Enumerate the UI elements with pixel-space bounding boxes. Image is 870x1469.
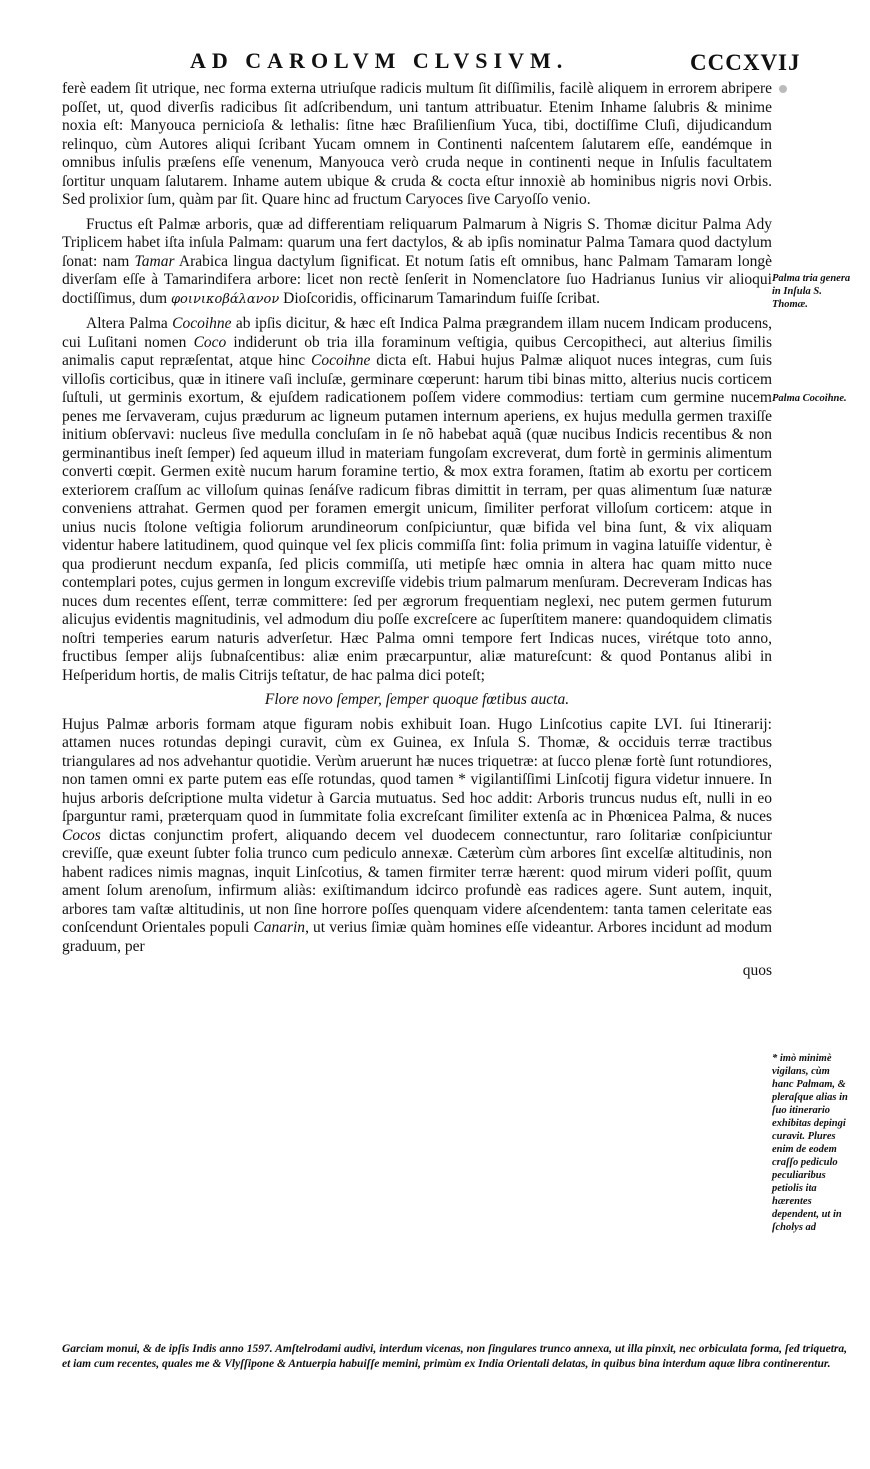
- footnote: Garciam monui, & de ipſis Indis anno 1597. Amſtelrodami audivi, interdum vicenas, non ſingulares trunco annexa, ut illa pinxit, nec orbiculata forma, ſed triquetra, et iam cum recentes, quales me & Vlyſſipone & Antuerpia habuiſſe memini, primùm ex India Orientali delatas, in quibus bina interdum aquæ libra continerentur.: [62, 1343, 847, 1370]
- paragraph-2-b: Arabica lingua dactylum ſignificat. Et notum ſatis eſt omnibus, hanc Palmam Tamaram longè diverſam eſſe à Tamarindifera arbore: licet non rectè ſenſerit in Nomenclatore ſuo Hadrianus Iunius vir alioqui doctiſſimus, dum: [62, 252, 772, 307]
- paragraph-1: ferè eadem ſit utrique, nec forma externa utriuſque radicis multum ſit diſſimilis, facilè aliquem in errorem abripere poſſet, ut, quod diverſis radicibus ſit adſcribendum, uni tantum attribuatur. Etenim Inhame ſalubris & minime noxia eſt: Manyouca pernicioſa & lethalis: ſitne hæc Braſilienſium Yuca, tibi, doctiſſime Cluſi, dijudicandum relinquo, cùm Autores aliqui ſcribant Yucam omnem in Continenti naſcentem ſalutarem eſſe, eandémque in omnibus inſulis præſens eſſe venenum, Manyouca verò cruda neque in continenti neque in Inſulis facultatem ſortitur unquam ſalutarem. Inhame autem ubique & cruda & cocta eſtur innoxiè ab hominibus nigris novi Orbis. Sed prolixior ſum, quàm par ſit. Quare hinc ad fructum Caryoces ſive Caryoſſo venio.: [62, 80, 772, 208]
- paragraph-2: [62, 216, 772, 310]
- running-title: AD CAROLVM CLVSIVM.: [190, 48, 569, 73]
- ink-spot: [779, 85, 787, 93]
- word-cocoihne: Cocoihne: [172, 315, 232, 332]
- margin-note-palma-tria: Palma tria genera in Inſula S. Thomæ.: [772, 273, 851, 310]
- word-cocoihne-2: Cocoihne: [310, 352, 371, 369]
- greek-word: φοινικοβάλανον: [170, 291, 280, 307]
- word-tamar: Tamar: [134, 252, 175, 270]
- main-text: [62, 80, 772, 987]
- paragraph-4-b: dictas conjunctim profert, aliquando decem vel duodecem connectuntur, raro ſolitariæ conſpiciuntur creviſſe, quæ exeunt ſubter folia trunco cum pediculo annexæ. Cæterùm cùm arbores ſint excelſæ altitudinis, non habent radices nimis magnas, inquit Linſcotius, & tamen firmiter terræ hærent: quod mirum videri poſſit, quum ament ſolum arenoſum, infirmum aliàs: exiſtimandum idcirco profundè eas radices agere. Sunt autem, inquit, arbores tam vaſtæ altitudinis, ut non ſine horrore poſſes quenquam videre aſcendentem: tanta tamen celeritate eas conſcendunt Orientales populi: [62, 826, 773, 936]
- word-cocos: Cocos: [62, 826, 101, 844]
- paragraph-3-b: ab ipſis dicitur, & hæc eſt Indica Palma prægrandem illam nucem Indicam producens, cui Luſitani nomen: [62, 315, 772, 351]
- catchword: quos: [742, 962, 772, 979]
- paragraph-4-c: , ut verius ſimiæ quàm homines eſſe videantur. Arbores incidunt ad modum graduum, per: [62, 919, 773, 955]
- paragraph-3-c: indiderunt ob tria illa foraminum veſtigia, quibus Cercopithеci, aut alterius ſimilis animalis caput repræſentat, atque hinc: [62, 333, 773, 369]
- paragraph-3: [62, 315, 772, 685]
- word-coco: Coco: [193, 333, 227, 351]
- paragraph-4-a: Hujus Palmæ arboris formam atque figuram nobis exhibuit Ioan. Hugo Linſcotius capite LVI. ſui Itinerarij: attamen nuces rotundas depingi curavit, cùm ex Guinea, ex Inſula S. Thomæ, & occiduis terræ tractibus triangulares ad nos advehantur quotidie. Verùm aruerunt hæ nuces triquetræ: at ſucco plenæ fortè ſunt rotundiores, non tamen omni ex parte putem eas eſſe rotundas, quod tamen * vigilantiſſimi Linſcotij figura videtur innuere. In hujus arboris deſcriptione multa videtur à Garcia mutuatus. Sed hoc addit: Arboris truncus nudus eſt, nulli in eo ſparguntur rami, præterquam quod in ſummitate folia excreſcant ſimiliter extenſa ac in Phœnicea Palma, & nuces: [62, 715, 772, 825]
- verse-quote: Flore novo ſemper, ſemper quoque fœtibus aucta.: [264, 691, 570, 708]
- paragraph-3-a: Altera Palma: [86, 315, 168, 332]
- margin-note-palma-coco: Palma Cocoihne.: [772, 393, 847, 404]
- margin-note-imo: * imò minimè vigilans, cùm hanc Palmam, & pleraſque alias in ſuo itinerario exhibitas depingi curavit. Plures enim de eodem craſſo pediculo peculiaribus petiolis ita hærentes dependent, ut in ſcholys ad: [772, 1053, 848, 1233]
- page-header: [0, 48, 870, 82]
- paragraph-2-c: Dioſcoridis, officinarum Tamarindum fuiſſe ſcribat.: [283, 289, 601, 307]
- word-canarin: Canarin: [253, 919, 306, 936]
- paragraph-3-d: dicta eſt. Habui hujus Palmæ aliquot nuces integras, cum ſuis villoſis corticibus, quæ in itinere vaſi incluſæ, germinare cœperunt: harum tibi binas mitto, alterius nucis corticem ſuſtuli, ut germinis exortum, & ejuſdem radicationem poſſem videre commodius: tertiam cum germine nucem penes me ſervaveram, cujus prædurum ac ligneum putamen internum aperiens, ex hujus medulla germen traxiſſe initium obſervavi: nucleus ſive medulla concluſam in ſe nõ habebat aquã (quæ nucibus Indicis recentibus & non germinantibus ineſt ſemper) ſed aqueum illud in materiam fungoſam excreverat, dum fortè in germinis alimentum converti cœpit. Germen exitè nucum harum foramine tertio, & mox extra foramen, ſtatim ab exortu per corticem exteriorem craſſum ac villoſum quinas ſenáſve radicum fibras dimittit in terram, per quas alimentum ſuæ naturæ conveniens attrahat. Germen quod per foramen emergit unicum, ſimiliter perforat villoſum corticem: atque in unius nucis ſtolone veſtigia foliorum arundineorum conſpiciuntur, quæ bifida vel bina ſunt, & vix aliquam videntur habere latitudinem, quod quinque vel ſex plicis commiſſa ſint: folia primum in vagina latuiſſe videntur, è qua prodierunt necdum expanſa, ſed plicis commiſſa, uti metipſe hæc omnia in altera hac quam mitto nuce contemplari potes, cujus germen in longum excreviſſe videbis trium palmarum menſuram. Decreveram Indicas has nuces dum recentes eſſent, terræ committere: ſed per ægrorum frequentiam neglexi, nec putem germen futurum alicujus evidentis magnitudinis, vel admodum diu poſſe excreſcere ac ſuperſtitem manere: quandoquidem climatis noſtri temperies earum naturis adverſetur. Hæc Palma omni tempore fert Indicas nuces, virétque toto anno, fructibus ſemper alijs ſubnaſcentibus: aliæ enim præcarpuntur, aliæ matureſcunt: & quod Pontanus alibi in Heſperidum hortis, de malis Citrijs teſtatur, de hac palma dici poteſt;: [62, 352, 772, 684]
- folio-number: CCCXVIJ: [690, 50, 801, 75]
- paragraph-4: [62, 716, 772, 957]
- paragraph-2-a: Fructus eſt Palmæ arboris, quæ ad differentiam reliquarum Palmarum à Nigris S. Thomæ dicitur Palma Ady Triplicem habet iſta inſula Palmam: quarum una fert dactylos, & ab ipſis nominatur Palma Tamara quod dactylum ſonat: nam: [62, 215, 772, 270]
